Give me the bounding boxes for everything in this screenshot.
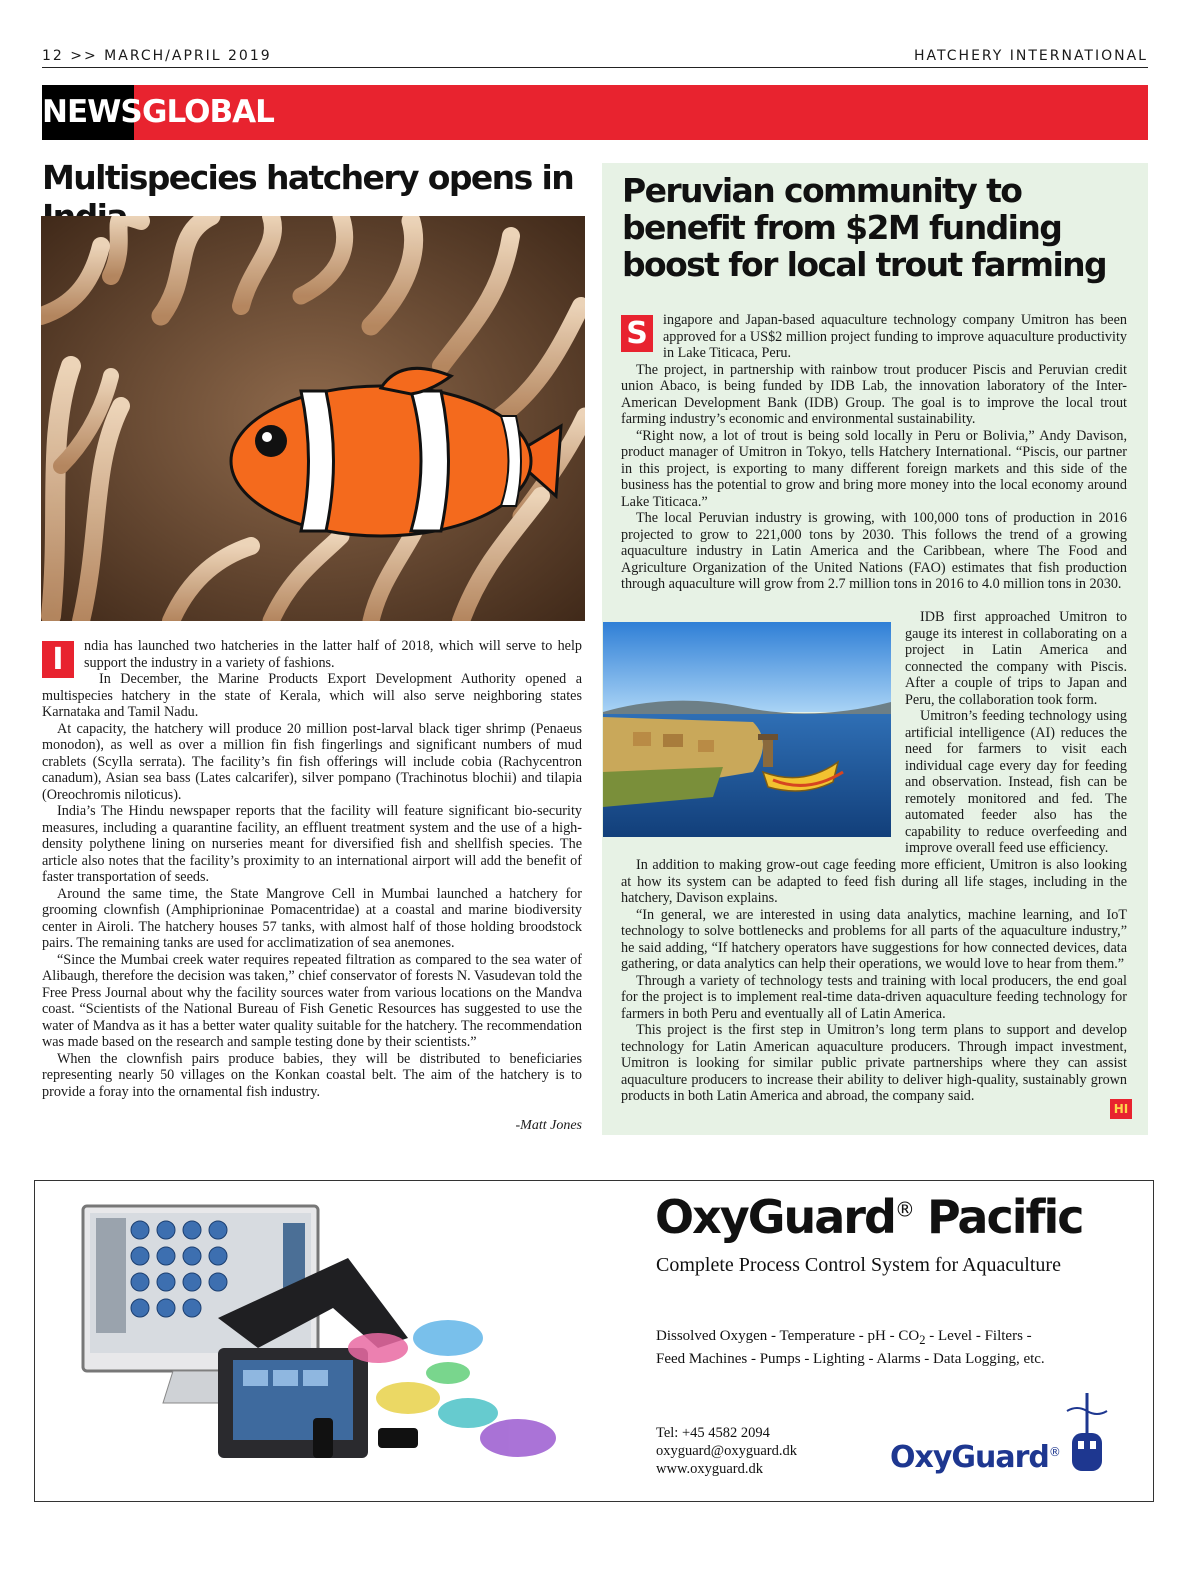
lake-titicaca-photo: [603, 622, 891, 837]
ad-feature-line-2: Feed Machines - Pumps - Lighting - Alarms - Data Logging, etc.: [656, 1351, 1045, 1367]
right-article-body-side: [905, 609, 1127, 857]
right-bottom-paragraph-3: Through a variety of technology tests and training with local producers, the end goal for the project is to implement real-time data-driven aquaculture feeding technology for farmers in both Peru and eventually all of Latin America.: [621, 972, 1127, 1022]
ad-website[interactable]: www.oxyguard.dk: [656, 1461, 763, 1477]
right-article-body-bottom: [621, 857, 1127, 1105]
ad-feature-list: [656, 1327, 1045, 1369]
page-info: 12 >> MARCH/APRIL 2019: [42, 48, 272, 64]
left-byline: -Matt Jones: [515, 1118, 582, 1133]
left-dropcap: I: [42, 641, 74, 678]
right-paragraph-3: “Right now, a lot of trout is being sold locally in Peru or Bolivia,” Andy Davison, product manager of Umitron in Tokyo, tells Hatchery International. “Piscis, our partner in this project, is exporting to many different foreign markets and this side of the business has the potential to grow and bring more money into the local economy around Lake Titicaca.”: [621, 427, 1127, 510]
left-paragraph-1: I ndia has launched two hatcheries in the latter half of 2018, which will serve to help support the industry in a variety of fashions.: [42, 638, 582, 671]
banner-section-label: GLOBAL: [142, 94, 274, 130]
oxyguard-logo: OxyGuard®: [890, 1440, 1060, 1475]
oxyguard-product-illustration: [78, 1198, 578, 1488]
ad-email[interactable]: oxyguard@oxyguard.dk: [656, 1443, 798, 1459]
left-paragraph-6: “Since the Mumbai creek water requires repeated filtration as compared to the sea water of Alibaugh, therefore the decision was taken,” chief conservator of forests N. Vasudevan told the Free Press Journal about why the facility sources water from various locations on the Mandva coast. “Scientists of the National Bureau of Fish Genetic Resources has suggested to use the water of Mandva as it has a better water quality suitable for the hatchery. The recommendation was made based on the research and sample testing done by their scientists.”: [42, 951, 582, 1050]
section-banner: [42, 85, 1148, 140]
left-paragraph-5: Around the same time, the State Mangrove Cell in Mumbai launched a hatchery for grooming clownfish (Amphiprioninae Pomacentridae) at a coastal and marine biodiversity center in Airoli. The hatchery houses 57 tanks, with almost half of those holding broodstock pairs. The remaining tanks are used for acclimatization of sea anemones.: [42, 885, 582, 951]
right-bottom-paragraph-1: In addition to making grow-out cage feeding more efficient, Umitron is also looking at how its system can be adapted to feed fish during all life stages, including in the hatchery, Davison explains.: [621, 857, 1127, 906]
clownfish-photo: [41, 216, 585, 621]
ad-tagline: Complete Process Control System for Aquaculture: [656, 1254, 1061, 1276]
right-paragraph-1: S ingapore and Japan-based aquaculture technology company Umitron has been approved for a US$2 million project funding to improve aquaculture productivity in Lake Titicaca, Peru.: [621, 312, 1127, 362]
right-side-paragraph-1: IDB first approached Umitron to gauge its interest in collaborating on a project in Latin America and connected the company with Piscis. After a couple of trips to Japan and Peru, the collaboration took form.: [905, 609, 1127, 708]
ad-feature-line-1: Dissolved Oxygen - Temperature - pH - $CO_2$ - Level - Filters -: [656, 1328, 1032, 1347]
oxyguard-sensor-icon: [1062, 1393, 1112, 1478]
banner-news-label: NEWS: [42, 85, 134, 140]
right-article-headline: Peruvian community to benefit from $2M funding boost for local trout farming: [622, 171, 1107, 284]
left-paragraph-3: At capacity, the hatchery will produce 20 million post-larval black tiger shrimp (Penaeus monodon), as well as over a million fin fish fingerlings and significant numbers of mud crablets (Scylla serrata). The facility’s fin fish offerings will include cobia (Rachycentron canadum), Asian sea bass (Lates calcarifer), silver pompano (Trachinotus blochii) and tilapia (Oreochromis niloticus).: [42, 720, 582, 803]
ad-phone: Tel: +45 4582 2094: [656, 1425, 770, 1441]
right-paragraph-4: The local Peruvian industry is growing, with 100,000 tons of production in 2016 projected to grow to 221,000 tons by 2030. This follows the trend of a growing aquaculture industry in Latin America and the Caribbean, where The Food and Agriculture Organization of the United Nations (FAO) estimates that fish production through aquaculture will grow from 2.7 million tons in 2016 to 4.0 million tons in 2030.: [621, 510, 1127, 592]
left-paragraph-4: India’s The Hindu newspaper reports that the facility will feature significant bio-security measures, including a quarantine facility, an effluent treatment system and the use of a high-density polythene lining on nurseries meant for diversified fish and shellfish species. The article also notes that the facility’s proximity to an international airport will add the benefit of faster transportation of seeds.: [42, 803, 582, 885]
hi-end-mark-logo: HI: [1110, 1099, 1132, 1119]
right-bottom-paragraph-4: This project is the first step in Umitron’s long term plans to support and develop technology for Latin American aquaculture producers. Through impact investment, Umitron is looking for similar public private partnerships where they can assist aquaculture producers to increase their ability to deliver high-quality, sustainably grown products in both Latin America and abroad, the company said.: [621, 1022, 1127, 1104]
right-paragraph-2: The project, in partnership with rainbow trout producer Piscis and Peruvian credit union Abaco, is being funded by IDB Lab, the innovation laboratory of the Inter-American Development Bank (IDB) Group. The goal is to improve the local trout farming industry’s economic and environmental sustainability.: [621, 361, 1127, 427]
ad-contact-block: [656, 1424, 797, 1478]
oxyguard-pacific-brand: OxyGuard® Pacific: [655, 1190, 1083, 1244]
right-dropcap: S: [621, 315, 653, 352]
right-article-body-top: [621, 312, 1127, 593]
right-bottom-paragraph-2: “In general, we are interested in using data analytics, machine learning, and IoT technology to solve bottlenecks and problems for all parts of the aquaculture industry,” he said adding, “If hatchery operators have suggestions for how connected devices, data gathering, or data analytics can help their operations, we would love to hear from them.”: [621, 906, 1127, 972]
left-article-body: [42, 638, 582, 1100]
left-article-headline: Multispecies hatchery opens in: [42, 158, 574, 197]
left-paragraph-7: When the clownfish pairs produce babies, they will be distributed to beneficiaries representing nearly 50 villages on the Konkan coastal belt. The aim of the hatchery is to provide a foray into the ornamental fish industry.: [42, 1050, 582, 1100]
left-paragraph-2: In December, the Marine Products Export Development Authority opened a multispecies hatchery in the state of Kerala, which will also serve neighboring states Karnataka and Tamil Nadu.: [42, 671, 582, 720]
header-rule: [42, 67, 1148, 68]
publication-name: HATCHERY INTERNATIONAL: [914, 48, 1148, 64]
right-side-paragraph-2: Umitron’s feeding technology using artificial intelligence (AI) reduces the need for farmers to visit each individual cage every day for feeding and observation. Instead, fish can be remotely monitored and fed. The automated feeder also has the capability to reduce overfeeding and improve overall feed use efficiency.: [905, 708, 1127, 856]
